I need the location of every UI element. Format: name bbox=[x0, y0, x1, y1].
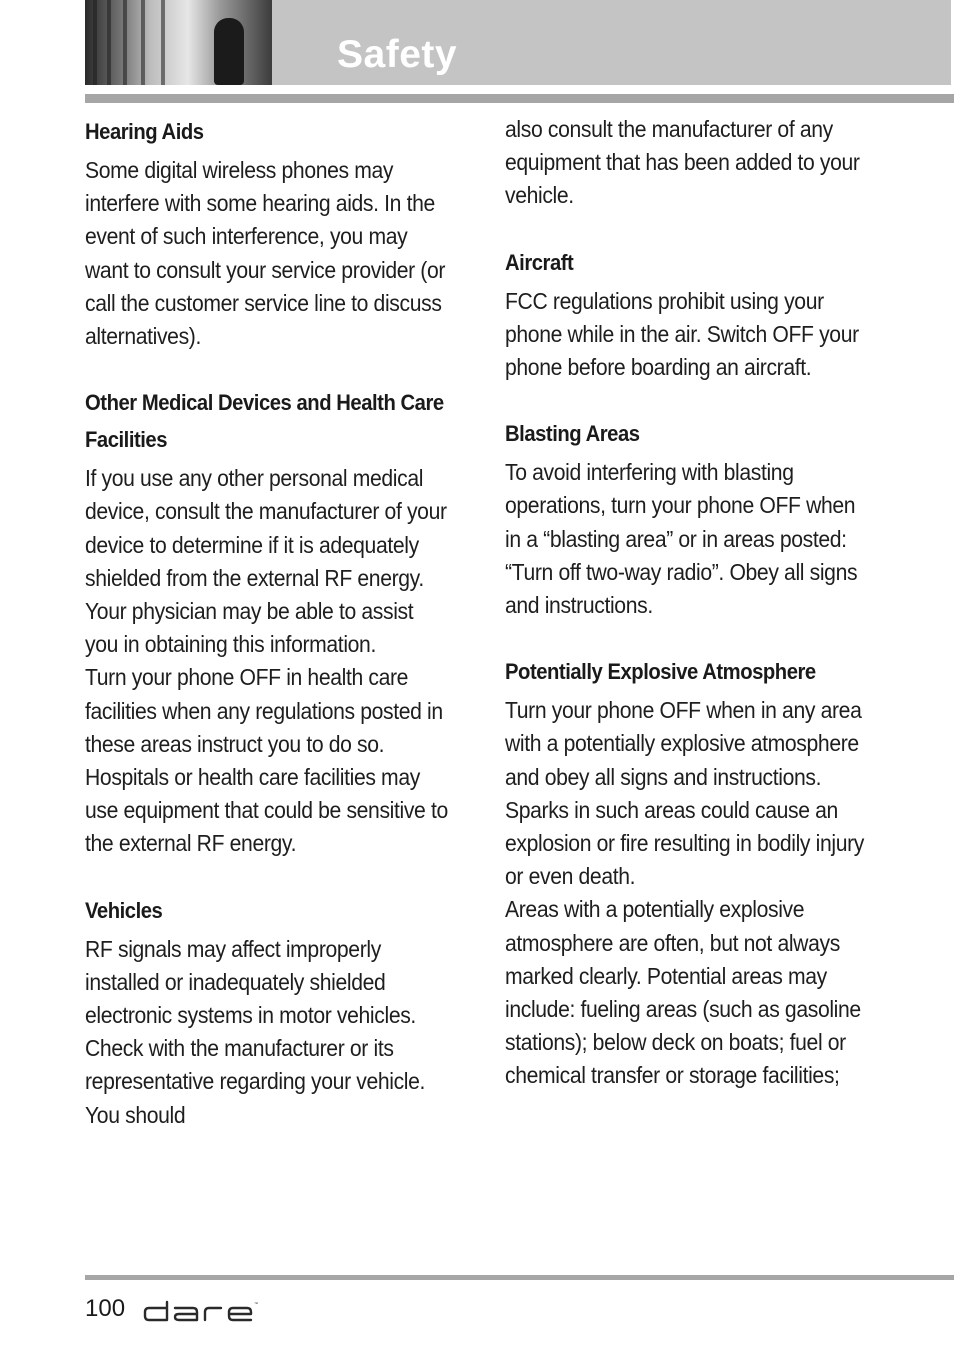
left-column bbox=[85, 113, 455, 1163]
section-heading: Vehicles bbox=[85, 897, 163, 923]
photo-stripe bbox=[161, 0, 165, 85]
photo-stripe bbox=[123, 0, 127, 85]
page-title: Safety bbox=[337, 33, 458, 76]
section-body bbox=[505, 456, 868, 622]
section-heading: Aircraft bbox=[505, 249, 574, 275]
paragraph: FCC regulations prohibit using your phone while in the air. Switch OFF your phone before boarding an aircraft. bbox=[505, 287, 859, 381]
section-heading: Other Medical Devices and Health Care Facilities bbox=[85, 390, 444, 453]
paragraph: Turn your phone OFF when in any area with a potentially explosive atmosphere and obey all signs and instructions. Sparks in such areas could cause an explosion or fire resulting in bodily injury or even death. bbox=[505, 697, 865, 890]
header-photo bbox=[85, 0, 272, 85]
right-column bbox=[505, 113, 895, 1124]
section-heading: Potentially Explosive Atmosphere bbox=[505, 659, 816, 685]
photo-stripe bbox=[141, 0, 145, 85]
section-body bbox=[505, 285, 868, 385]
section-explosive-atmosphere bbox=[505, 653, 895, 1092]
header-divider bbox=[85, 94, 954, 103]
section-vehicles bbox=[85, 892, 455, 1132]
paragraph: To avoid interfering with blasting operations, turn your phone OFF when in a “blasting area” or in areas posted: “Turn off two-way radio”. Obey all signs and instructions. bbox=[505, 459, 858, 619]
svg-text:™: ™ bbox=[254, 1301, 258, 1306]
section-heading: Blasting Areas bbox=[505, 421, 640, 447]
section-body bbox=[505, 694, 868, 1092]
footer-divider bbox=[85, 1275, 954, 1280]
section-blasting-areas bbox=[505, 415, 895, 622]
section-medical-devices bbox=[85, 384, 455, 860]
dare-logo-icon bbox=[143, 1300, 259, 1324]
section-aircraft bbox=[505, 244, 895, 385]
paragraph: also consult the manufacturer of any equipment that has been added to your vehicle. bbox=[505, 116, 860, 209]
paragraph: RF signals may affect improperly installed or inadequately shielded electronic systems in motor vehicles. Check with the manufacturer or its representative regarding your vehicle. You should bbox=[85, 935, 426, 1128]
paragraph: If you use any other personal medical device, consult the manufacturer of your device to determine if it is adequately shielded from the external RF energy. Your physician may be able to assist you in obtaining this information. bbox=[85, 465, 447, 658]
section-vehicles-continued bbox=[505, 113, 895, 213]
paragraph: Turn your phone OFF in health care facilities when any regulations posted in these areas instruct you to do so. Hospitals or health care facilities may use equipment that could be sensitive to the external RF energy. bbox=[85, 664, 448, 857]
page-number: 100 bbox=[85, 1295, 126, 1322]
section-heading: Hearing Aids bbox=[85, 119, 204, 144]
section-body bbox=[85, 154, 448, 353]
paragraph: Areas with a potentially explosive atmosphere are often, but not always marked clearly. Potential areas may include: fueling areas (such as gasoline stations); below deck on boats; fuel or chemical transfer or storage facilities; bbox=[505, 896, 861, 1089]
section-hearing-aids bbox=[85, 113, 455, 353]
section-body bbox=[85, 462, 448, 860]
photo-stripe bbox=[107, 0, 111, 85]
section-body bbox=[505, 113, 868, 213]
photo-stripe bbox=[93, 0, 97, 85]
section-body bbox=[85, 933, 448, 1132]
paragraph: Some digital wireless phones may interfere with some hearing aids. In the event of such interference, you may want to consult your service provider (or call the customer service line to discuss alternatives). bbox=[85, 157, 446, 350]
photo-figure bbox=[214, 18, 244, 85]
